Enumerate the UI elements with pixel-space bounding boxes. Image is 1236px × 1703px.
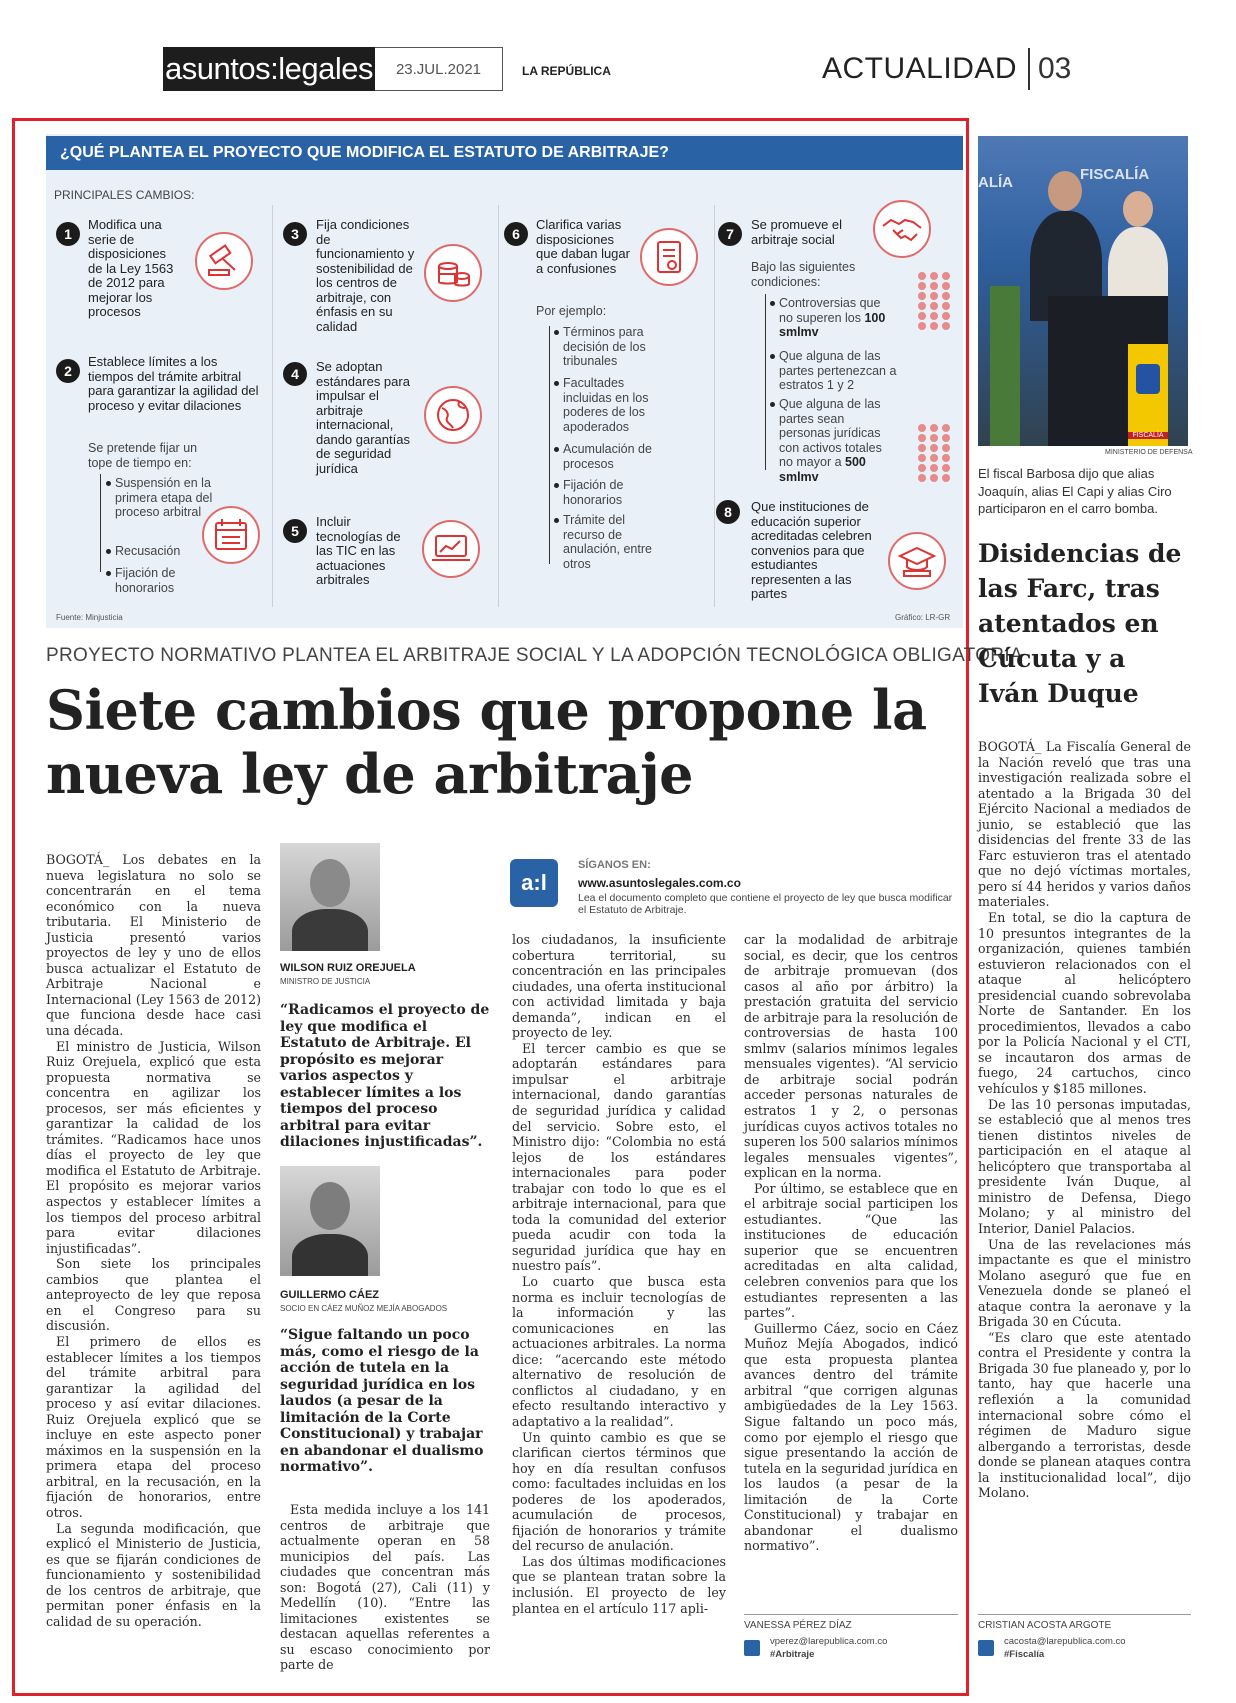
paragraph: BOGOTÁ_ Los debates en la nueva legislatura no solo se concentrarán en el tema económico con la nueva tributaria. El Ministerio de Justicia presentó varios proyectos de ley y uno de ellos busca actualizar el Estatuto de Arbitraje Nacional e Internacional (Ley 1563 de 2012) que funciona desde hace casi una década.: [46, 852, 261, 1039]
dot-mark: [918, 474, 926, 482]
paragraph: Esta medida incluye a los 141 centros de arbitraje que actualmente operan en 58 municipios del país. Las ciudades que concentran más son: Bogotá (27), Cali (11) y Medellín (10). “Entre las limitaciones existentes se destacan aquellas referentes a su escaso conocimiento por parte de: [280, 1502, 490, 1673]
bullet-line: [765, 294, 766, 470]
portrait-photo: [280, 1166, 380, 1276]
dot-mark: [918, 454, 926, 462]
item-number: 7: [718, 222, 742, 246]
bullet-line: [549, 326, 550, 564]
item-text: Incluir tecnologías de las TIC en las actuaciones arbitrales: [316, 514, 401, 587]
dot-mark: [930, 272, 938, 280]
paragraph: Lo cuarto que busca esta norma es incluir tecnologías de la información y las comunicaciones en las actuaciones arbitrales. La norma dice: “acercando este método alternativo de resolución de conflictos al ciudadano, y en efecto resultando interactivo y adaptativo a la realidad”.: [512, 1274, 726, 1429]
dot-mark: [918, 444, 926, 452]
dot-mark: [930, 312, 938, 320]
article-column: [46, 852, 261, 1629]
list-item: Fijación de honorarios: [563, 478, 658, 507]
column-divider: [272, 205, 273, 607]
article-column: [744, 932, 958, 1554]
list-item: Recusación: [115, 544, 220, 559]
paragraph: El primero de ellos es establecer límites a los tiempos del trámite arbitral para garantizar la agilidad del proceso y así evitar dilaciones. Ruiz Orejuela explicó que se incluye en este aspecto poner máximos en la suspensión en la primera etapa del proceso arbitral, en la recusación, en la fijación de honorarios, entre otros.: [46, 1333, 261, 1520]
item-subtitle: Por ejemplo:: [536, 304, 607, 318]
dot-mark: [930, 474, 938, 482]
article-column: [512, 932, 726, 1616]
item-text: Se adoptan estándares para impulsar el arbitraje internacional, dando garantías de seguridad jurídica: [316, 359, 410, 476]
infographic-source: Fuente: Minjusticia: [56, 613, 123, 622]
dot-mark: [942, 302, 950, 310]
follow-link[interactable]: www.asuntoslegales.com.co: [578, 876, 741, 890]
item-number: 2: [56, 359, 80, 383]
speaker-figure: [1026, 171, 1106, 311]
list-item: Trámite del recurso de anulación, entre otros: [563, 513, 658, 571]
dot-matrix-icon: [918, 424, 954, 486]
column-divider: [714, 205, 715, 607]
dot-mark: [930, 292, 938, 300]
side-author: CRISTIAN ACOSTA ARGOTE: [978, 1620, 1112, 1631]
item-text: Modifica una serie de disposiciones de la Ley 1563 de 2012 para mejorar los procesos: [88, 217, 174, 319]
item-text: Establece límites a los tiempos del trámite arbitral para garantizar la agilidad del proceso y evitar dilaciones: [88, 354, 259, 413]
dot-mark: [918, 434, 926, 442]
news-photo: [978, 136, 1188, 446]
dot-mark: [942, 454, 950, 462]
newspaper-name: LA REPÚBLICA: [522, 64, 611, 78]
author-email[interactable]: vperez@larepublica.com.co: [770, 1636, 888, 1647]
coins-icon: [424, 244, 482, 302]
page-number: 03: [1038, 52, 1072, 85]
soldier-figure: [990, 286, 1020, 446]
dot-mark: [918, 322, 926, 330]
item-subtitle: Bajo las siguientes condiciones:: [751, 260, 856, 289]
dot-mark: [942, 312, 950, 320]
item-subtitle: Se pretende fijar un tope de tiempo en:: [88, 441, 198, 470]
laptop-chart-icon: [422, 520, 480, 578]
dot-mark: [942, 292, 950, 300]
pull-quote: “Sigue faltando un poco más, como el riesgo de la acción de tutela en la seguridad jurídica en los laudos (a pesar de la limitación de la Corte Constitucional) y trabajar en abandonar el dualismo normativo”.: [280, 1327, 484, 1475]
dot-mark: [918, 292, 926, 300]
column-divider: [498, 205, 499, 607]
paragraph: Guillermo Cáez, socio en Cáez Muñoz Mejía Abogados, indicó que esta propuesta plantea avances dentro del trámite arbitral “que corrigen algunas ambigüedades de la Ley 1563. Sigue faltando un poco más, como por ejemplo el riesgo que sigue presentando la acción de tutela en la seguridad jurídica en los laudos (a pesar de la limitación de la Corte Constitucional) y trabajar en abandonar el dualismo normativo”.: [744, 1320, 958, 1554]
infographic-subtitle: PRINCIPALES CAMBIOS:: [54, 188, 195, 202]
list-item: Suspensión en la primera etapa del proceso arbitral: [115, 476, 220, 520]
item-text: Fija condiciones de funcionamiento y sostenibilidad de los centros de arbitraje, con énfasis en su calidad: [316, 217, 415, 334]
dot-mark: [942, 424, 950, 432]
author-icon: [978, 1640, 994, 1656]
person-role: SOCIO EN CÁEZ MUÑOZ MEJÍA ABOGADOS: [280, 1304, 448, 1313]
photo-caption: El fiscal Barbosa dijo que alias Joaquín, alias El Capi y alias Ciro participaron en el carro bomba.: [978, 466, 1172, 516]
dot-mark: [930, 464, 938, 472]
issue-date: 23.JUL.2021: [375, 47, 503, 91]
infographic-credit: Gráfico: LR-GR: [895, 613, 951, 622]
dot-mark: [930, 444, 938, 452]
calendar-icon: [202, 506, 260, 564]
dot-mark: [918, 302, 926, 310]
dot-mark: [918, 424, 926, 432]
portrait-photo: [280, 843, 380, 951]
dot-mark: [930, 454, 938, 462]
photo-sign: ALÍA: [978, 174, 1013, 191]
paragraph: los ciudadanos, la insuficiente cobertura territorial, su concentración en las principales ciudades, una oferta institucional con actividad limitada y baja demanda”, indican en el proyecto de ley.: [512, 932, 726, 1041]
fiscalia-logo: [1128, 344, 1168, 446]
graduation-cap-icon: [888, 532, 946, 590]
photo-credit: MINISTERIO DE DEFENSA: [1105, 449, 1193, 456]
document-icon: [640, 228, 698, 286]
section-title: ACTUALIDAD: [822, 52, 1018, 85]
dot-mark: [930, 322, 938, 330]
dot-mark: [942, 434, 950, 442]
paragraph: En total, se dio la captura de 10 presuntos integrantes de la organización, quienes también estuvieron relacionados con el ataque al helicóptero presidencial cuando sobrevolaba Norte de Santander. En los procedimientos, llevados a cabo por la Policía Nacional y el CTI, se incautaron dos armas de fuego, 24 cartuchos, cinco vehículos y $185 millones.: [978, 910, 1191, 1097]
author-icon: [744, 1640, 760, 1656]
paragraph: El ministro de Justicia, Wilson Ruiz Orejuela, explicó que esta propuesta normativa se concentra en agilizar los procesos, ser más eficientes y garantizar la calidad de los trámites. “Radicamos hace unos días el proyecto de ley que modifica el Estatuto de Arbitraje. El propósito es mejorar varios aspectos y establecer límites a los tiempos del proceso arbitral para evitar dilaciones injustificadas”.: [46, 1038, 261, 1256]
site-logo-icon: a:l: [510, 859, 558, 907]
amount-text: 500 smlmv: [779, 455, 866, 484]
author-email[interactable]: cacosta@larepublica.com.co: [1004, 1636, 1126, 1647]
list-item: Que alguna de las partes pertenezcan a estratos 1 y 2: [779, 349, 897, 392]
brand-logo: asuntos:legales: [163, 47, 375, 91]
bullet-line: [100, 474, 101, 572]
dot-mark: [918, 312, 926, 320]
item-number: 1: [56, 222, 80, 246]
article-headline: Siete cambios que propone la nueva ley de arbitraje: [46, 678, 927, 806]
paragraph: De las 10 personas imputadas, se estableció que al menos tres tienen distintos niveles de participación en el ataque al helicóptero que transportaba al presidente Iván Duque, al ministro de Defensa, Diego Molano; y al ministro del Interior, Daniel Palacios.: [978, 1096, 1191, 1236]
dot-mark: [942, 444, 950, 452]
person-name: GUILLERMO CÁEZ: [280, 1289, 379, 1301]
item-number: 5: [283, 519, 307, 543]
article-tag[interactable]: #Arbitraje: [770, 1649, 815, 1660]
list-item: [779, 397, 897, 484]
gavel-icon: [195, 232, 253, 290]
article-tag[interactable]: #Fiscalía: [1004, 1649, 1045, 1660]
paragraph: Un quinto cambio es que se clarifican ciertos términos que hoy en día resultan confusos como: facultades incluidas en los poderes de los apoderados, acumulación de procesos, fijación de honorarios y trámite del recurso de anulación.: [512, 1429, 726, 1554]
article-author: VANESSA PÉREZ DÍAZ: [744, 1620, 852, 1631]
list-item: Términos para decisión de los tribunales: [563, 325, 658, 369]
person-name: WILSON RUIZ OREJUELA: [280, 962, 416, 974]
divider: [744, 1614, 958, 1615]
item-number: 3: [283, 222, 307, 246]
handshake-icon: [873, 200, 931, 258]
item-number: 6: [504, 222, 528, 246]
globe-icon: [424, 386, 482, 444]
item-number: 8: [716, 500, 740, 524]
dot-mark: [918, 272, 926, 280]
article-kicker: PROYECTO NORMATIVO PLANTEA EL ARBITRAJE SOCIAL Y LA ADOPCIÓN TECNOLÓGICA OBLIGATORIA: [46, 645, 1023, 666]
header-divider: [1028, 48, 1030, 90]
paragraph: car la modalidad de arbitraje social, es decir, que los centros de arbitraje promuevan (dos casos al año por árbitro) la prestación gratuita del servicio de arbitraje para la resolución de controversias de hasta 100 smlmv (salarios mínimos legales mensuales vigentes). “Al servicio de arbitraje social podrán acceder personas naturales de estratos 1 y 2, o personas jurídicas cuyos activos totales no superen los 500 salarios mínimos legales mensuales vigentes”, explican en la norma.: [744, 932, 958, 1181]
follow-description: Lea el documento completo que contiene el proyecto de ley que busca modificar el Estatuto de Arbitraje.: [578, 892, 953, 916]
paragraph: El tercer cambio es que se adoptarán estándares para impulsar el arbitraje internacional, dando garantías de seguridad jurídica y calidad del servicio. Sobre esto, el Ministro dijo: “Colombia no está lejos de los estándares internacionales para poder trabajar con todo lo que es el arbitraje internacional, para que toda la comunidad del exterior pueda acudir con toda la seguridad jurídica que hay en nuestro país”.: [512, 1040, 726, 1274]
paragraph: Las dos últimas modificaciones que se plantean tratan sobre la inclusión. El proyecto de ley plantea en el artículo 117 apli-: [512, 1553, 726, 1616]
infographic-title: ¿QUÉ PLANTEA EL PROYECTO QUE MODIFICA EL ESTATUTO DE ARBITRAJE?: [46, 136, 963, 170]
list-item: Acumulación de procesos: [563, 442, 658, 471]
paragraph: Por último, se establece que en el arbitraje social participen los estudiantes. “Que las instituciones de educación superior que se encuentren acreditadas en alta calidad, celebren convenios para que los estudiantes representen a las partes”.: [744, 1180, 958, 1321]
dot-mark: [942, 464, 950, 472]
list-item: [779, 296, 897, 340]
dot-mark: [942, 282, 950, 290]
person-role: MINISTRO DE JUSTICIA: [280, 977, 371, 986]
dot-mark: [942, 474, 950, 482]
dot-mark: [942, 322, 950, 330]
article-column: [280, 1502, 490, 1673]
item-text: Que instituciones de educación superior acreditadas celebren convenios para que estudiantes representen a las partes: [751, 499, 872, 601]
photo-sign: FISCALÍA: [1128, 432, 1168, 439]
list-item: Facultades incluidas en los poderes de los apoderados: [563, 376, 658, 434]
dot-mark: [918, 464, 926, 472]
photo-sign: FISCALÍA: [1080, 166, 1150, 183]
paragraph: “Es claro que este atentado contra el Presidente y contra la Brigada 30 fue planeado y, por lo tanto, hay que hacerle una reflexión a la comunidad internacional sobre cómo el régimen de Maduro sigue albergando a terroristas, desde donde se planean ataques contra la institucionalidad local”, dijo Molano.: [978, 1329, 1191, 1501]
side-article: [978, 739, 1191, 1501]
item-number: 4: [283, 362, 307, 386]
dot-mark: [930, 282, 938, 290]
dot-matrix-icon: [918, 272, 954, 334]
list-item: Fijación de honorarios: [115, 566, 220, 595]
dot-mark: [930, 434, 938, 442]
paragraph: Son siete los principales cambios que plantea el anteproyecto de ley que reposa en el Congreso para su discusión.: [46, 1256, 261, 1334]
item-text: Se promueve el arbitraje social: [751, 217, 843, 247]
pull-quote: “Radicamos el proyecto de ley que modifica el Estatuto de Arbitraje. El propósito es mejorar varios aspectos y establecer límites a los tiempos del proceso arbitral para evitar dilaciones injustificadas”.: [280, 1002, 490, 1150]
list-item-text: Que alguna de las partes sean personas jurídicas con activos totales no mayor a: [779, 397, 882, 469]
list-item-text: Controversias que no superen los: [779, 296, 881, 325]
dot-mark: [930, 302, 938, 310]
paragraph: BOGOTÁ_ La Fiscalía General de la Nación reveló que tras una investigación realizada sobre el atentado a la Brigada 30 del Ejército Nacional a mediados de junio, se estableció que las disidencias del frente 33 de las Farc estuvieron tras el atentado que no dejó víctimas mortales, pero sí 44 heridos y varios daños materiales.: [978, 739, 1191, 910]
dot-mark: [942, 272, 950, 280]
divider: [978, 1614, 1191, 1615]
dot-mark: [918, 282, 926, 290]
side-headline: Disidencias de las Farc, tras atentados en Cúcuta y a Iván Duque: [978, 539, 1182, 708]
paragraph: La segunda modificación, que explicó el Ministerio de Justicia, es que se fijarán condiciones de funcionamiento y sostenibilidad de los centros de arbitraje, que permitan poner énfasis en la calidad de su operación.: [46, 1520, 261, 1629]
dot-mark: [930, 424, 938, 432]
item-text: Clarifica varias disposiciones que daban lugar a confusiones: [536, 217, 630, 276]
follow-label: SÍGANOS EN:: [578, 859, 651, 871]
paragraph: Una de las revelaciones más impactante es que el ministro Molano aseguró que fue en Venezuela donde se planeó el ataque contra la aeronave y la Brigada 30 en Cúcuta.: [978, 1236, 1191, 1330]
woman-figure: [1108, 191, 1168, 311]
amount-text: 100 smlmv: [779, 310, 886, 339]
